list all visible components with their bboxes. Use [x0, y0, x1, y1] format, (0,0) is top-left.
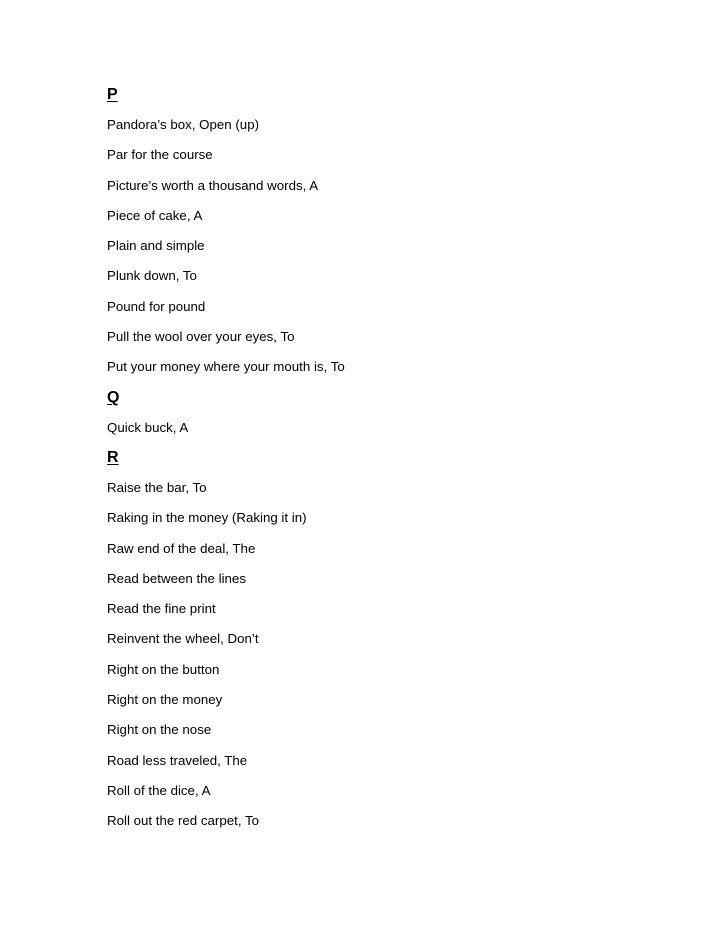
- list-item: Read between the lines: [107, 570, 246, 586]
- list-item: Pandora’s box, Open (up): [107, 117, 260, 132]
- section-p: [107, 84, 687, 387]
- list-item: Reinvent the wheel, Don’t: [107, 631, 259, 647]
- list-item: Road less traveled, The: [107, 752, 248, 768]
- list-item: Raw end of the deal, The: [107, 540, 256, 556]
- list-item: Par for the course: [107, 147, 213, 163]
- list-item: Picture’s worth a thousand words, A: [107, 177, 319, 193]
- list-item: Read the fine print: [107, 601, 216, 617]
- list-item: Pound for pound: [107, 298, 206, 314]
- section-heading-p: P: [107, 86, 118, 103]
- list-item: Right on the button: [107, 661, 220, 677]
- section-r: [107, 447, 687, 841]
- list-item: Raking in the money (Raking it in): [107, 510, 307, 526]
- list-item: Right on the money: [107, 692, 223, 708]
- list-item: Roll out the red carpet, To: [107, 813, 260, 829]
- section-heading-q: Q: [107, 388, 120, 406]
- document-page: [107, 84, 687, 841]
- list-item: Quick buck, A: [107, 419, 189, 435]
- section-heading-r: R: [107, 448, 119, 466]
- list-item: Plain and simple: [107, 238, 205, 254]
- list-item: Roll of the dice, A: [107, 782, 211, 798]
- list-item: Put your money where your mouth is, To: [107, 359, 345, 375]
- list-item: Plunk down, To: [107, 268, 197, 284]
- list-item: Piece of cake, A: [107, 207, 203, 223]
- list-item: Pull the wool over your eyes, To: [107, 329, 295, 345]
- list-item: Right on the nose: [107, 722, 212, 738]
- section-q: [107, 387, 687, 447]
- list-item: Raise the bar, To: [107, 479, 207, 495]
